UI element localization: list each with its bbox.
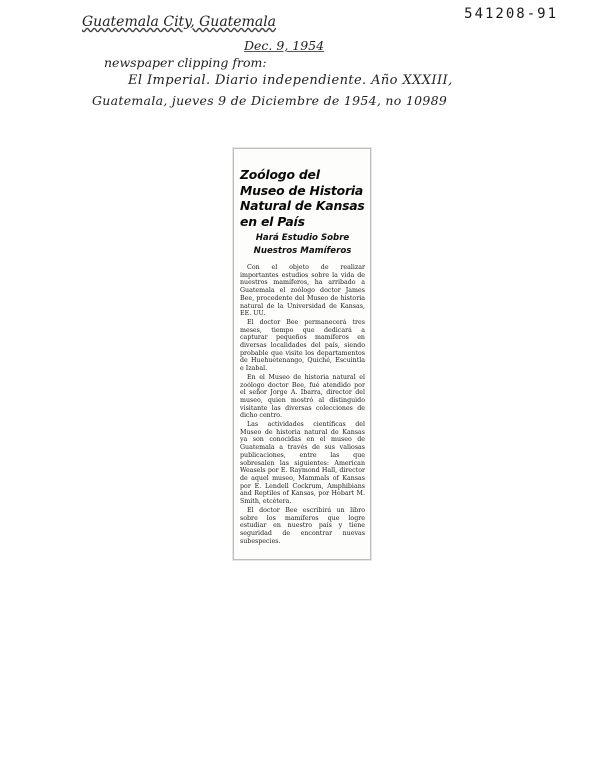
catalog-number: 541208-91 xyxy=(464,6,558,22)
newspaper-clipping xyxy=(233,148,371,560)
clipping-headline: Zoólogo del Museo de Historia Natural de Kansas en el País xyxy=(240,167,365,229)
clipping-subheadline: Hará Estudio Sobre Nuestros Mamíferos xyxy=(253,233,352,256)
handwritten-source-line-2: Guatemala, jueves 9 de Diciembre de 1954, no 10989 xyxy=(92,93,448,108)
clipping-paragraph: El doctor Bee permanecerá tres meses, tiempo que dedicará a capturar pequeños mamíferos en diversas localidades del país, siendo probable que visite los departamentos de Huehuetenango, Quiché, Escuintla e Izabal. xyxy=(240,318,365,373)
handwritten-note: newspaper clipping from: xyxy=(104,55,267,70)
clipping-paragraph: Las actividades científicas del Museo de historia natural de Kansas ya son conocidas en el museo de Guatemala a través de sus valiosas publicaciones, entre las que sobresalen las siguientes: American Weasels por E. Raymond Hall, director de aquel museo, Mammals of Kansas por E. Lendell Cockrum, Amphibians and Reptiles of Kansas, por Hobart M. Smith, etcétera. xyxy=(240,421,365,506)
clipping-paragraph: El doctor Bee escribirá un libro sobre los mamíferos que logre estudiar en nuestro país y tiene seguridad de encontrar nuevas subespecies. xyxy=(240,506,365,545)
handwritten-date: Dec. 9, 1954 xyxy=(244,38,325,53)
clipping-paragraph: Con el objeto de realizar importantes estudios sobre la vida de nuestros mamíferos, ha arribado a Guatemala el zoólogo doctor James Bee, procedente del Museo de historia natural de la Universidad de Kansas, EE. UU. xyxy=(240,264,365,318)
handwritten-place: Guatemala City, Guatemala xyxy=(82,14,277,30)
handwritten-source-line-1: El Imperial. Diario independiente. Año XXXIII, xyxy=(128,73,453,88)
clipping-paragraph: En el Museo de historia natural el zoólogo doctor Bee, fué atendido por el señor Jorge A. Ibarra, director del museo, quien mostró al distinguido visitante las diversas colecciones de dicho centro. xyxy=(240,373,365,420)
